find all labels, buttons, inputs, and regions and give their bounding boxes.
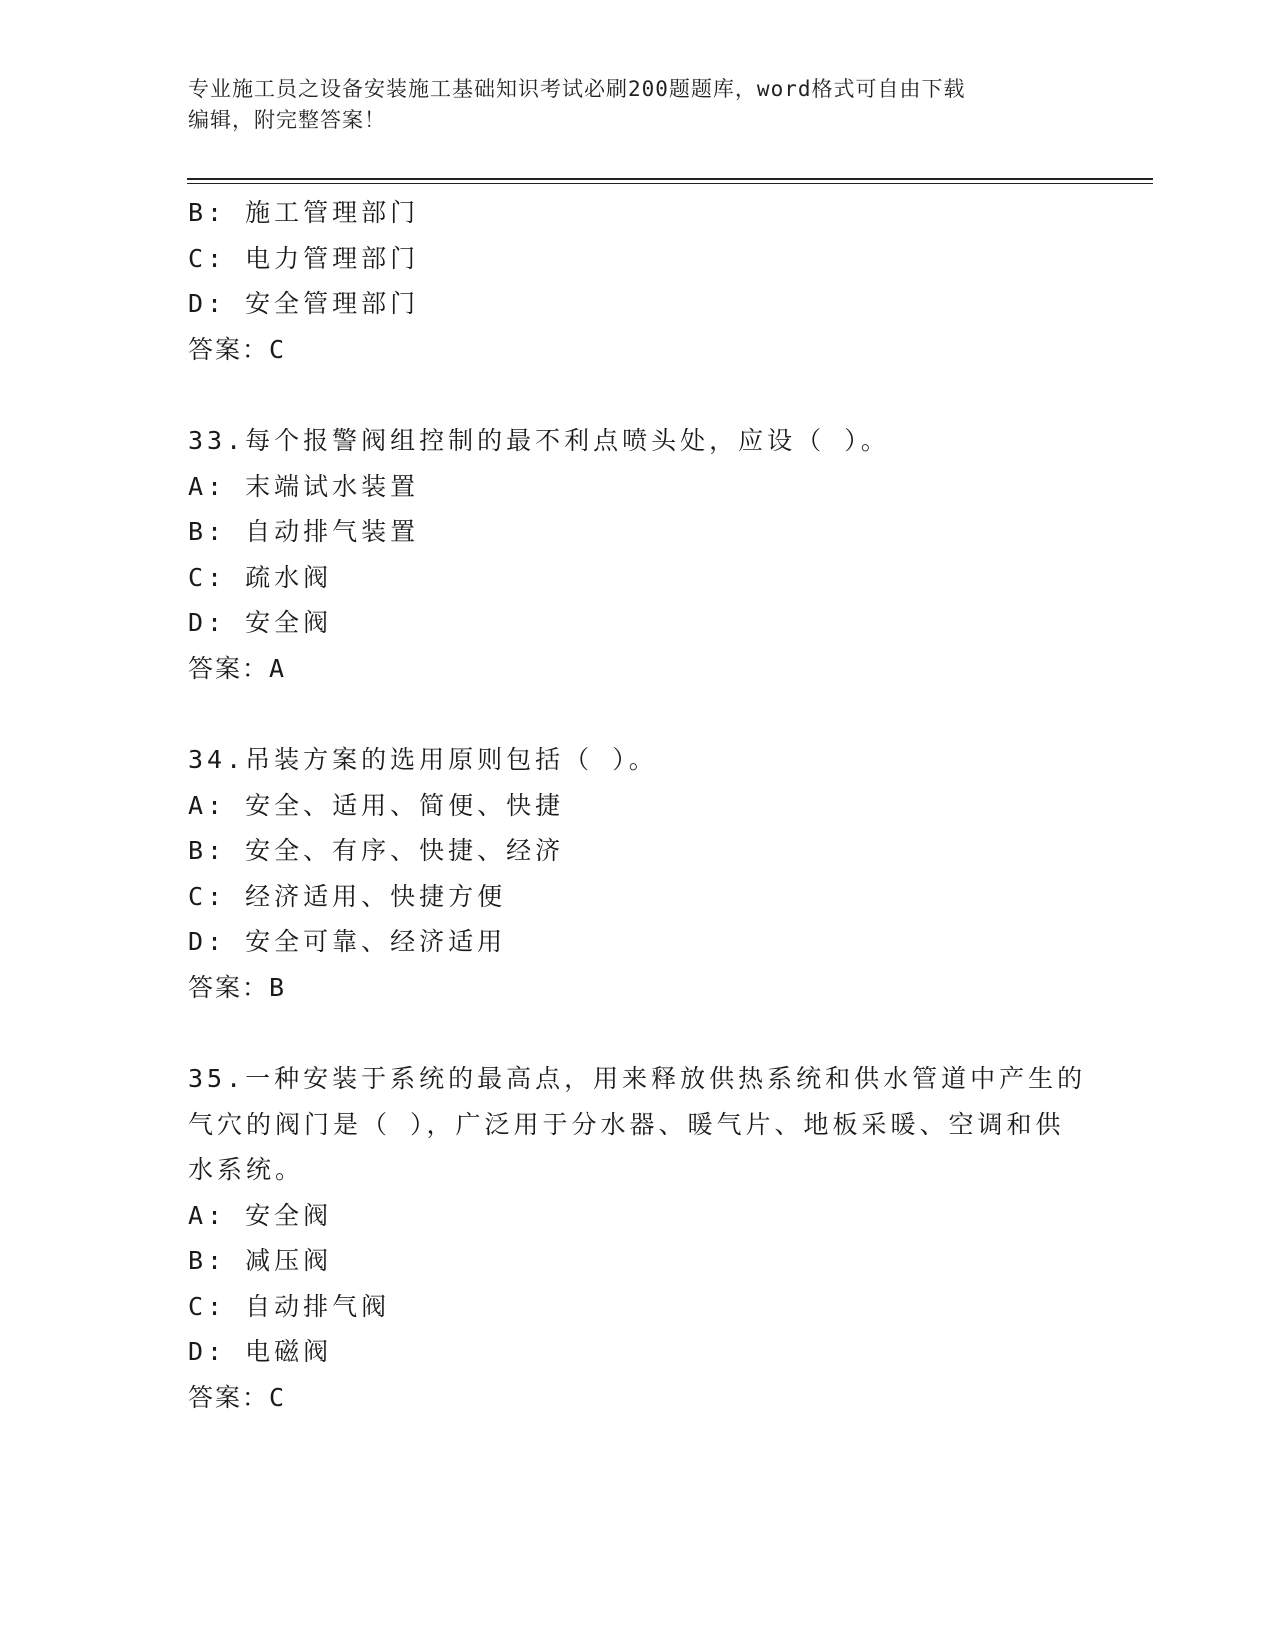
option: A: 末端试水装置 <box>188 471 420 501</box>
question-35 <box>188 1056 1088 1420</box>
option: C: 电力管理部门 <box>188 243 420 273</box>
option: B: 施工管理部门 <box>188 198 420 227</box>
option: A: 安全阀 <box>188 1200 333 1230</box>
option: C: 疏水阀 <box>188 562 333 592</box>
option: C: 经济适用、快捷方便 <box>188 881 507 911</box>
question-text-line: 水系统。 <box>188 1155 305 1184</box>
option: D: 安全阀 <box>188 608 333 637</box>
option: D: 安全管理部门 <box>188 289 420 318</box>
option: A: 安全、适用、简便、快捷 <box>188 790 565 820</box>
question-text-line: 35.一种安装于系统的最高点，用来释放供热系统和供水管道中产生的 <box>188 1064 1087 1093</box>
answer: 答案：C <box>188 334 287 364</box>
option: D: 电磁阀 <box>188 1337 333 1366</box>
answer: 答案：C <box>188 1382 287 1412</box>
header-divider <box>187 178 1153 184</box>
question-34 <box>188 737 1088 1010</box>
answer: 答案：B <box>188 972 287 1002</box>
question-text: 33.每个报警阀组控制的最不利点喷头处，应设（ ）。 <box>188 426 890 455</box>
header-line-1: 专业施工员之设备安装施工基础知识考试必刷200题题库，word格式可自由下载 <box>188 77 966 101</box>
question-33 <box>188 418 1088 691</box>
question-fragment <box>188 190 1088 372</box>
option: B: 自动排气装置 <box>188 517 420 546</box>
option: D: 安全可靠、经济适用 <box>188 927 507 956</box>
option: B: 安全、有序、快捷、经济 <box>188 836 565 865</box>
answer: 答案：A <box>188 653 287 683</box>
question-text: 34.吊装方案的选用原则包括（ ）。 <box>188 745 658 774</box>
option: B: 减压阀 <box>188 1246 333 1275</box>
question-list <box>188 190 1088 1420</box>
question-text-line: 气穴的阀门是（ ），广泛用于分水器、暖气片、地板采暖、空调和供 <box>188 1109 1065 1139</box>
header-line-2: 编辑，附完整答案！ <box>188 108 386 132</box>
document-header <box>188 74 1068 136</box>
option: C: 自动排气阀 <box>188 1291 391 1321</box>
